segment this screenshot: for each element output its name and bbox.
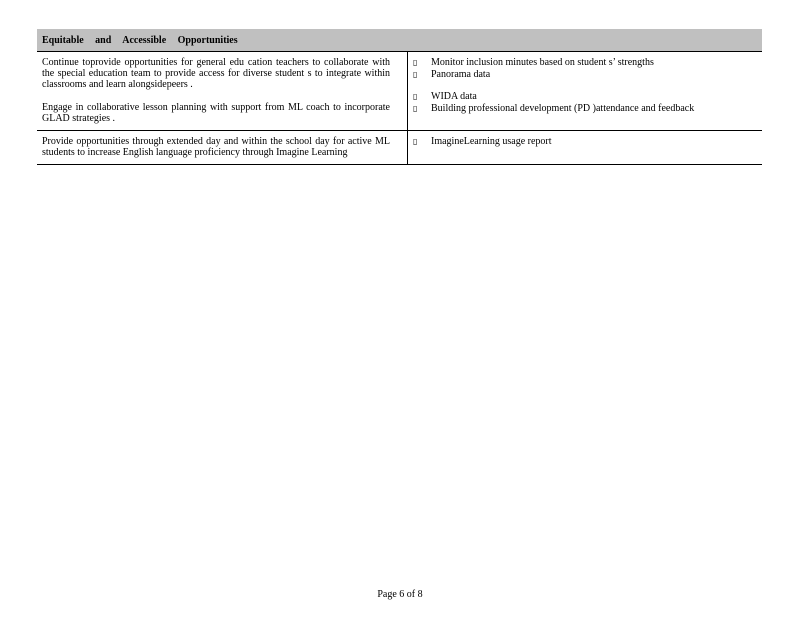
strategy-text: Engage in collaborative lesson planning with support from ML coach to incorporate GLAD strategies . bbox=[42, 102, 390, 124]
evidence-text: Monitor inclusion minutes based on student s’ strengths bbox=[431, 57, 654, 68]
list-item bbox=[413, 136, 758, 148]
evidence-cell bbox=[408, 131, 762, 164]
list-item bbox=[413, 91, 758, 103]
table-header: Equitable and Accessible Opportunities bbox=[37, 29, 762, 52]
strategy-text: Provide opportunities through extended day and within the school day for active ML students to increase English language proficiency through Imagine Learning bbox=[42, 136, 390, 158]
evidence-table bbox=[37, 29, 762, 165]
table-row bbox=[37, 131, 762, 165]
bullet-icon: ▯ bbox=[413, 92, 418, 101]
evidence-text: ImagineLearning usage report bbox=[431, 136, 552, 147]
bullet-icon: ▯ bbox=[413, 58, 418, 67]
evidence-text: Building professional development (PD )attendance and feedback bbox=[431, 103, 695, 114]
strategy-text: Continue toprovide opportunities for general edu cation teachers to collaborate with the special education team to provide access for diverse student s to integrate within classrooms and learn alongsidepeers . bbox=[42, 57, 390, 90]
table-row bbox=[37, 52, 762, 131]
evidence-text: Panorama data bbox=[431, 69, 491, 80]
list-item bbox=[413, 57, 758, 69]
bullet-icon: ▯ bbox=[413, 70, 418, 79]
strategy-cell bbox=[37, 52, 408, 130]
bullet-icon: ▯ bbox=[413, 104, 418, 113]
page-number: Page 6 of 8 bbox=[377, 589, 423, 600]
strategy-cell bbox=[37, 131, 408, 164]
evidence-text: WIDA data bbox=[431, 91, 477, 102]
bullet-icon: ▯ bbox=[413, 137, 418, 146]
evidence-cell bbox=[408, 52, 762, 130]
list-item bbox=[413, 69, 758, 81]
list-item bbox=[413, 103, 758, 115]
